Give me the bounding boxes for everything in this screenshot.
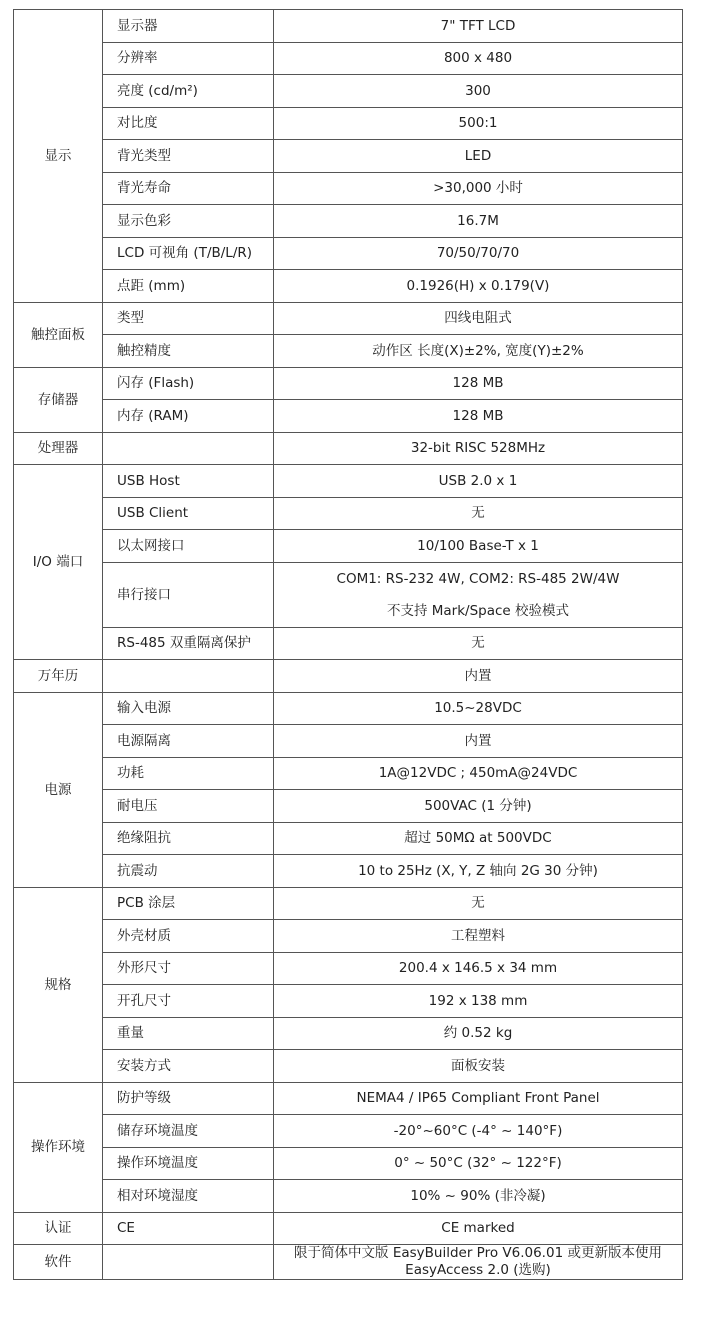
table-row xyxy=(14,432,683,465)
value-cell xyxy=(274,855,683,888)
value-line: 70/50/70/70 xyxy=(436,245,520,262)
value-line: 500:1 xyxy=(458,115,498,132)
parameter-cell: 对比度 xyxy=(103,107,274,140)
value-line: EasyAccess 2.0 (选购) xyxy=(405,1262,551,1278)
table-row xyxy=(14,465,683,498)
value-cell xyxy=(274,10,683,43)
category-cell: 电源 xyxy=(14,692,103,887)
value-line: COM1: RS-232 4W, COM2: RS-485 2W/4W xyxy=(336,570,620,587)
value-cell xyxy=(274,1147,683,1180)
value-line: 200.4 x 146.5 x 34 mm xyxy=(398,960,558,977)
table-row xyxy=(14,270,683,303)
value-line: 16.7M xyxy=(457,212,499,229)
value-line: 无 xyxy=(471,635,485,652)
value-line: 800 x 480 xyxy=(443,50,513,67)
table-row xyxy=(14,302,683,335)
value-line: 0.1926(H) x 0.179(V) xyxy=(406,277,550,294)
value-line: 约 0.52 kg xyxy=(443,1025,513,1042)
parameter-cell xyxy=(103,432,274,465)
value-line: 超过 50MΩ at 500VDC xyxy=(404,830,552,847)
value-cell xyxy=(274,107,683,140)
table-row xyxy=(14,1212,683,1245)
parameter-cell: LCD 可视角 (T/B/L/R) xyxy=(103,237,274,270)
value-cell xyxy=(274,400,683,433)
table-row xyxy=(14,1180,683,1213)
value-line: 128 MB xyxy=(452,375,504,392)
value-cell xyxy=(274,140,683,173)
value-cell xyxy=(274,205,683,238)
table-row xyxy=(14,952,683,985)
category-cell: I/O 端口 xyxy=(14,465,103,660)
table-row xyxy=(14,75,683,108)
table-row xyxy=(14,790,683,823)
value-cell xyxy=(274,335,683,368)
parameter-cell: 点距 (mm) xyxy=(103,270,274,303)
parameter-cell xyxy=(103,1245,274,1280)
table-row xyxy=(14,660,683,693)
value-line: 10 to 25Hz (X, Y, Z 轴向 2G 30 分钟) xyxy=(358,862,598,879)
table-row xyxy=(14,1082,683,1115)
table-row xyxy=(14,692,683,725)
parameter-cell: 闪存 (Flash) xyxy=(103,367,274,400)
parameter-cell: 重量 xyxy=(103,1017,274,1050)
parameter-cell xyxy=(103,660,274,693)
value-line: 内置 xyxy=(464,667,492,684)
parameter-cell: 亮度 (cd/m²) xyxy=(103,75,274,108)
value-cell xyxy=(274,270,683,303)
value-cell xyxy=(274,1245,683,1280)
table-row xyxy=(14,1147,683,1180)
value-line: CE marked xyxy=(441,1220,515,1237)
table-row xyxy=(14,107,683,140)
value-line: 1A@12VDC ; 450mA@24VDC xyxy=(378,765,578,782)
value-cell xyxy=(274,75,683,108)
table-row xyxy=(14,627,683,660)
value-cell xyxy=(274,952,683,985)
value-line: 192 x 138 mm xyxy=(428,992,528,1009)
table-row xyxy=(14,1017,683,1050)
value-cell xyxy=(274,302,683,335)
value-line: >30,000 小时 xyxy=(433,180,523,197)
parameter-cell: 电源隔离 xyxy=(103,725,274,758)
value-line: 无 xyxy=(471,895,485,912)
value-line: -20°~60°C (-4° ~ 140°F) xyxy=(393,1122,563,1139)
value-line: 300 xyxy=(465,82,491,99)
value-cell xyxy=(274,920,683,953)
value-cell xyxy=(274,367,683,400)
value-cell xyxy=(274,237,683,270)
table-row xyxy=(14,205,683,238)
parameter-cell: 以太网接口 xyxy=(103,530,274,563)
parameter-cell: 绝缘阻抗 xyxy=(103,822,274,855)
table-row xyxy=(14,140,683,173)
parameter-cell: 安装方式 xyxy=(103,1050,274,1083)
parameter-cell: PCB 涂层 xyxy=(103,887,274,920)
table-row xyxy=(14,237,683,270)
parameter-cell: 触控精度 xyxy=(103,335,274,368)
parameter-cell: 相对环境湿度 xyxy=(103,1180,274,1213)
value-line: 10/100 Base-T x 1 xyxy=(417,537,539,554)
value-cell xyxy=(274,432,683,465)
spec-table-body xyxy=(14,10,683,1280)
category-cell: 处理器 xyxy=(14,432,103,465)
value-cell xyxy=(274,530,683,563)
table-row xyxy=(14,42,683,75)
parameter-cell: CE xyxy=(103,1212,274,1245)
table-row xyxy=(14,1050,683,1083)
parameter-cell: 类型 xyxy=(103,302,274,335)
value-cell xyxy=(274,1115,683,1148)
category-cell: 认证 xyxy=(14,1212,103,1245)
parameter-cell: 防护等级 xyxy=(103,1082,274,1115)
value-cell xyxy=(274,692,683,725)
table-row xyxy=(14,855,683,888)
value-cell xyxy=(274,660,683,693)
value-cell xyxy=(274,790,683,823)
table-row xyxy=(14,985,683,1018)
value-line: 限于简体中文版 EasyBuilder Pro V6.06.01 或更新版本使用 xyxy=(294,1245,662,1261)
parameter-cell: 外形尺寸 xyxy=(103,952,274,985)
parameter-cell: 输入电源 xyxy=(103,692,274,725)
parameter-cell: 操作环境温度 xyxy=(103,1147,274,1180)
category-cell: 软件 xyxy=(14,1245,103,1280)
value-line: 128 MB xyxy=(452,407,504,424)
parameter-cell: 耐电压 xyxy=(103,790,274,823)
category-cell: 操作环境 xyxy=(14,1082,103,1212)
value-cell xyxy=(274,985,683,1018)
parameter-cell: 内存 (RAM) xyxy=(103,400,274,433)
parameter-cell: 抗震动 xyxy=(103,855,274,888)
value-line: LED xyxy=(464,147,492,164)
parameter-cell: 显示器 xyxy=(103,10,274,43)
parameter-cell: 背光类型 xyxy=(103,140,274,173)
value-cell xyxy=(274,1050,683,1083)
category-cell: 规格 xyxy=(14,887,103,1082)
value-line: 10.5~28VDC xyxy=(434,700,522,717)
parameter-cell: RS-485 双重隔离保护 xyxy=(103,627,274,660)
value-cell xyxy=(274,757,683,790)
value-line: 32-bit RISC 528MHz xyxy=(410,440,546,457)
value-cell xyxy=(274,627,683,660)
table-row xyxy=(14,400,683,433)
value-cell xyxy=(274,887,683,920)
table-row xyxy=(14,725,683,758)
table-row xyxy=(14,367,683,400)
value-line: 四线电阻式 xyxy=(444,310,512,327)
value-line: 10% ~ 90% (非冷凝) xyxy=(410,1187,546,1204)
value-line: 内置 xyxy=(464,732,492,749)
value-line: 7" TFT LCD xyxy=(440,17,516,34)
parameter-cell: 外壳材质 xyxy=(103,920,274,953)
category-cell: 存储器 xyxy=(14,367,103,432)
table-row xyxy=(14,822,683,855)
value-cell xyxy=(274,562,683,627)
value-cell xyxy=(274,497,683,530)
table-row xyxy=(14,530,683,563)
parameter-cell: 储存环境温度 xyxy=(103,1115,274,1148)
category-cell: 万年历 xyxy=(14,660,103,693)
value-line: 面板安装 xyxy=(451,1057,505,1074)
value-line: 500VAC (1 分钟) xyxy=(424,797,532,814)
table-row xyxy=(14,562,683,627)
parameter-cell: USB Client xyxy=(103,497,274,530)
table-row xyxy=(14,497,683,530)
value-line: 动作区 长度(X)±2%, 宽度(Y)±2% xyxy=(372,342,584,359)
value-line: 0° ~ 50°C (32° ~ 122°F) xyxy=(394,1155,562,1172)
table-row xyxy=(14,1115,683,1148)
value-line: USB 2.0 x 1 xyxy=(438,472,518,489)
value-cell xyxy=(274,822,683,855)
value-cell xyxy=(274,465,683,498)
parameter-cell: 显示色彩 xyxy=(103,205,274,238)
category-cell: 触控面板 xyxy=(14,302,103,367)
spec-table xyxy=(13,9,683,1280)
value-cell xyxy=(274,1212,683,1245)
parameter-cell: USB Host xyxy=(103,465,274,498)
value-line: 不支持 Mark/Space 校验模式 xyxy=(386,602,570,619)
table-row xyxy=(14,10,683,43)
parameter-cell: 分辨率 xyxy=(103,42,274,75)
parameter-cell: 串行接口 xyxy=(103,562,274,627)
table-row xyxy=(14,757,683,790)
parameter-cell: 功耗 xyxy=(103,757,274,790)
table-row xyxy=(14,335,683,368)
parameter-cell: 开孔尺寸 xyxy=(103,985,274,1018)
value-cell xyxy=(274,725,683,758)
category-cell: 显示 xyxy=(14,10,103,303)
value-line: 工程塑料 xyxy=(451,927,505,944)
table-row xyxy=(14,1245,683,1280)
table-row xyxy=(14,920,683,953)
value-line: 无 xyxy=(471,505,485,522)
value-cell xyxy=(274,1180,683,1213)
table-row xyxy=(14,172,683,205)
value-cell xyxy=(274,1082,683,1115)
value-cell xyxy=(274,1017,683,1050)
value-line: NEMA4 / IP65 Compliant Front Panel xyxy=(356,1090,600,1107)
parameter-cell: 背光寿命 xyxy=(103,172,274,205)
table-row xyxy=(14,887,683,920)
value-cell xyxy=(274,172,683,205)
value-cell xyxy=(274,42,683,75)
